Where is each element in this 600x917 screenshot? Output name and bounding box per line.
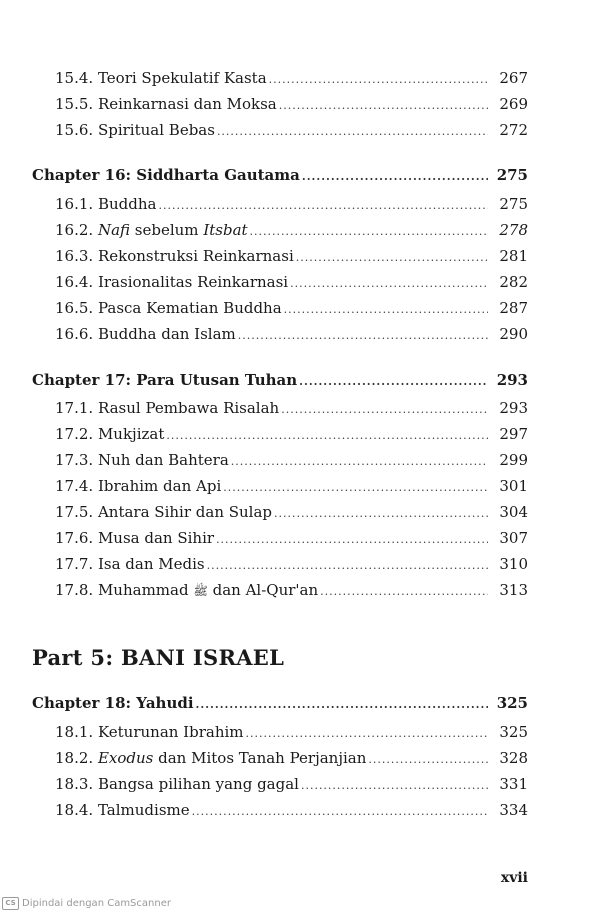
camscanner-logo-icon: CS: [2, 897, 19, 910]
toc-entry-title: 15.4. Teori Spekulatif Kasta: [55, 69, 267, 87]
toc-page-number: 281: [499, 247, 528, 265]
leader-dots: [158, 196, 488, 216]
watermark-text: Dipindai dengan CamScanner: [22, 898, 171, 909]
toc-page-number: 269: [499, 95, 528, 113]
toc-entry-title: 16.4. Irasionalitas Reinkarnasi: [55, 273, 289, 291]
toc-page-number: 299: [499, 451, 528, 469]
leader-dots: [196, 695, 488, 715]
toc-entry-title: 17.8. Muhammad ﷺ dan Al-Qur'an: [55, 581, 319, 599]
toc-entry-16-2[interactable]: [55, 220, 528, 242]
leader-dots: [301, 776, 488, 796]
toc-page-number: 275: [499, 195, 528, 213]
toc-entry-17-7[interactable]: [55, 554, 528, 576]
leader-dots: [166, 426, 488, 446]
leader-dots: [299, 372, 488, 392]
toc-page-number: 282: [499, 273, 528, 291]
toc-entry-title: 17.7. Isa dan Medis: [55, 555, 205, 573]
toc-entry-title: 16.2. Nafi sebelum Itsbat: [55, 221, 248, 239]
toc-entry-15-5[interactable]: [55, 94, 528, 116]
chapter-title: Chapter 18: Yahudi: [32, 694, 194, 712]
toc-entry-15-6[interactable]: [55, 120, 528, 142]
leader-dots: [223, 478, 488, 498]
leader-dots: [290, 274, 488, 294]
leader-dots: [274, 504, 488, 524]
toc-entry-title: 17.1. Rasul Pembawa Risalah: [55, 399, 280, 417]
leader-dots: [217, 122, 488, 142]
scanner-watermark: [2, 897, 171, 910]
toc-page-number: 287: [499, 299, 528, 317]
salawat-honorific-icon: ﷺ: [193, 584, 208, 598]
toc-entry-17-5[interactable]: [55, 502, 528, 524]
toc-entry-17-4[interactable]: [55, 476, 528, 498]
toc-entry-16-5[interactable]: [55, 298, 528, 320]
toc-page-number: 328: [499, 749, 528, 767]
toc-page-number: 297: [499, 425, 528, 443]
toc-entry-17-6[interactable]: [55, 528, 528, 550]
chapter-title: Chapter 16: Siddharta Gautama: [32, 166, 300, 184]
toc-entry-16-4[interactable]: [55, 272, 528, 294]
leader-dots: [269, 70, 488, 90]
toc-page-number: 301: [499, 477, 528, 495]
toc-entry-title: 18.4. Talmudisme: [55, 801, 190, 819]
leader-dots: [296, 248, 488, 268]
leader-dots: [238, 326, 488, 346]
toc-entry-title: 15.6. Spiritual Bebas: [55, 121, 215, 139]
toc-entry-title: 18.1. Keturunan Ibrahim: [55, 723, 244, 741]
toc-entry-18-2[interactable]: [55, 748, 528, 770]
toc-entry-17-3[interactable]: [55, 450, 528, 472]
leader-dots: [279, 96, 488, 116]
toc-page-number: 293: [496, 371, 528, 389]
leader-dots: [284, 300, 488, 320]
leader-dots: [320, 582, 488, 602]
toc-entry-title: 17.2. Mukjizat: [55, 425, 165, 443]
leader-dots: [302, 167, 488, 187]
toc-entry-15-4[interactable]: [55, 68, 528, 90]
toc-entry-title: 16.1. Buddha: [55, 195, 157, 213]
toc-entry-title: 18.3. Bangsa pilihan yang gagal: [55, 775, 299, 793]
toc-entry-17-8[interactable]: [55, 580, 528, 602]
leader-dots: [231, 452, 488, 472]
toc-page-number: 278: [499, 221, 528, 239]
toc-entry-title: 16.5. Pasca Kematian Buddha: [55, 299, 282, 317]
toc-chapter-17[interactable]: [32, 370, 528, 392]
toc-entry-title: 16.3. Rekonstruksi Reinkarnasi: [55, 247, 294, 265]
leader-dots: [368, 750, 488, 770]
toc-page-number: 325: [496, 694, 528, 712]
toc-page-number: 331: [499, 775, 528, 793]
toc-entry-title: 15.5. Reinkarnasi dan Moksa: [55, 95, 277, 113]
leader-dots: [216, 530, 488, 550]
leader-dots: [192, 802, 488, 822]
leader-dots: [246, 724, 488, 744]
leader-dots: [207, 556, 488, 576]
toc-page-number: 275: [496, 166, 528, 184]
chapter-title: Chapter 17: Para Utusan Tuhan: [32, 371, 298, 389]
toc-chapter-16[interactable]: [32, 165, 528, 187]
toc-entry-18-4[interactable]: [55, 800, 528, 822]
toc-entry-18-3[interactable]: [55, 774, 528, 796]
toc-entry-title: 17.3. Nuh dan Bahtera: [55, 451, 229, 469]
toc-entry-16-3[interactable]: [55, 246, 528, 268]
toc-page-number: 313: [499, 581, 528, 599]
folio-page-number: xvii: [500, 870, 528, 886]
toc-entry-title: 17.4. Ibrahim dan Api: [55, 477, 222, 495]
leader-dots: [250, 222, 488, 242]
toc-chapter-18[interactable]: [32, 693, 528, 715]
toc-entry-17-2[interactable]: [55, 424, 528, 446]
toc-entry-title: 17.5. Antara Sihir dan Sulap: [55, 503, 273, 521]
toc-entry-title: 16.6. Buddha dan Islam: [55, 325, 236, 343]
toc-page-number: 272: [499, 121, 528, 139]
toc-entry-17-1[interactable]: [55, 398, 528, 420]
toc-page-number: 325: [499, 723, 528, 741]
toc-entry-title: 18.2. Exodus dan Mitos Tanah Perjanjian: [55, 749, 367, 767]
toc-entry-16-1[interactable]: [55, 194, 528, 216]
toc-page-number: 307: [499, 529, 528, 547]
toc-page-number: 310: [499, 555, 528, 573]
toc-page-number: 293: [499, 399, 528, 417]
toc-page-number: 334: [499, 801, 528, 819]
part-title: Part 5: BANI ISRAEL: [32, 645, 285, 670]
toc-page-number: 290: [499, 325, 528, 343]
toc-entry-title: 17.6. Musa dan Sihir: [55, 529, 215, 547]
toc-page-number: 304: [499, 503, 528, 521]
toc-entry-16-6[interactable]: [55, 324, 528, 346]
toc-entry-18-1[interactable]: [55, 722, 528, 744]
leader-dots: [281, 400, 488, 420]
toc-page-number: 267: [499, 69, 528, 87]
